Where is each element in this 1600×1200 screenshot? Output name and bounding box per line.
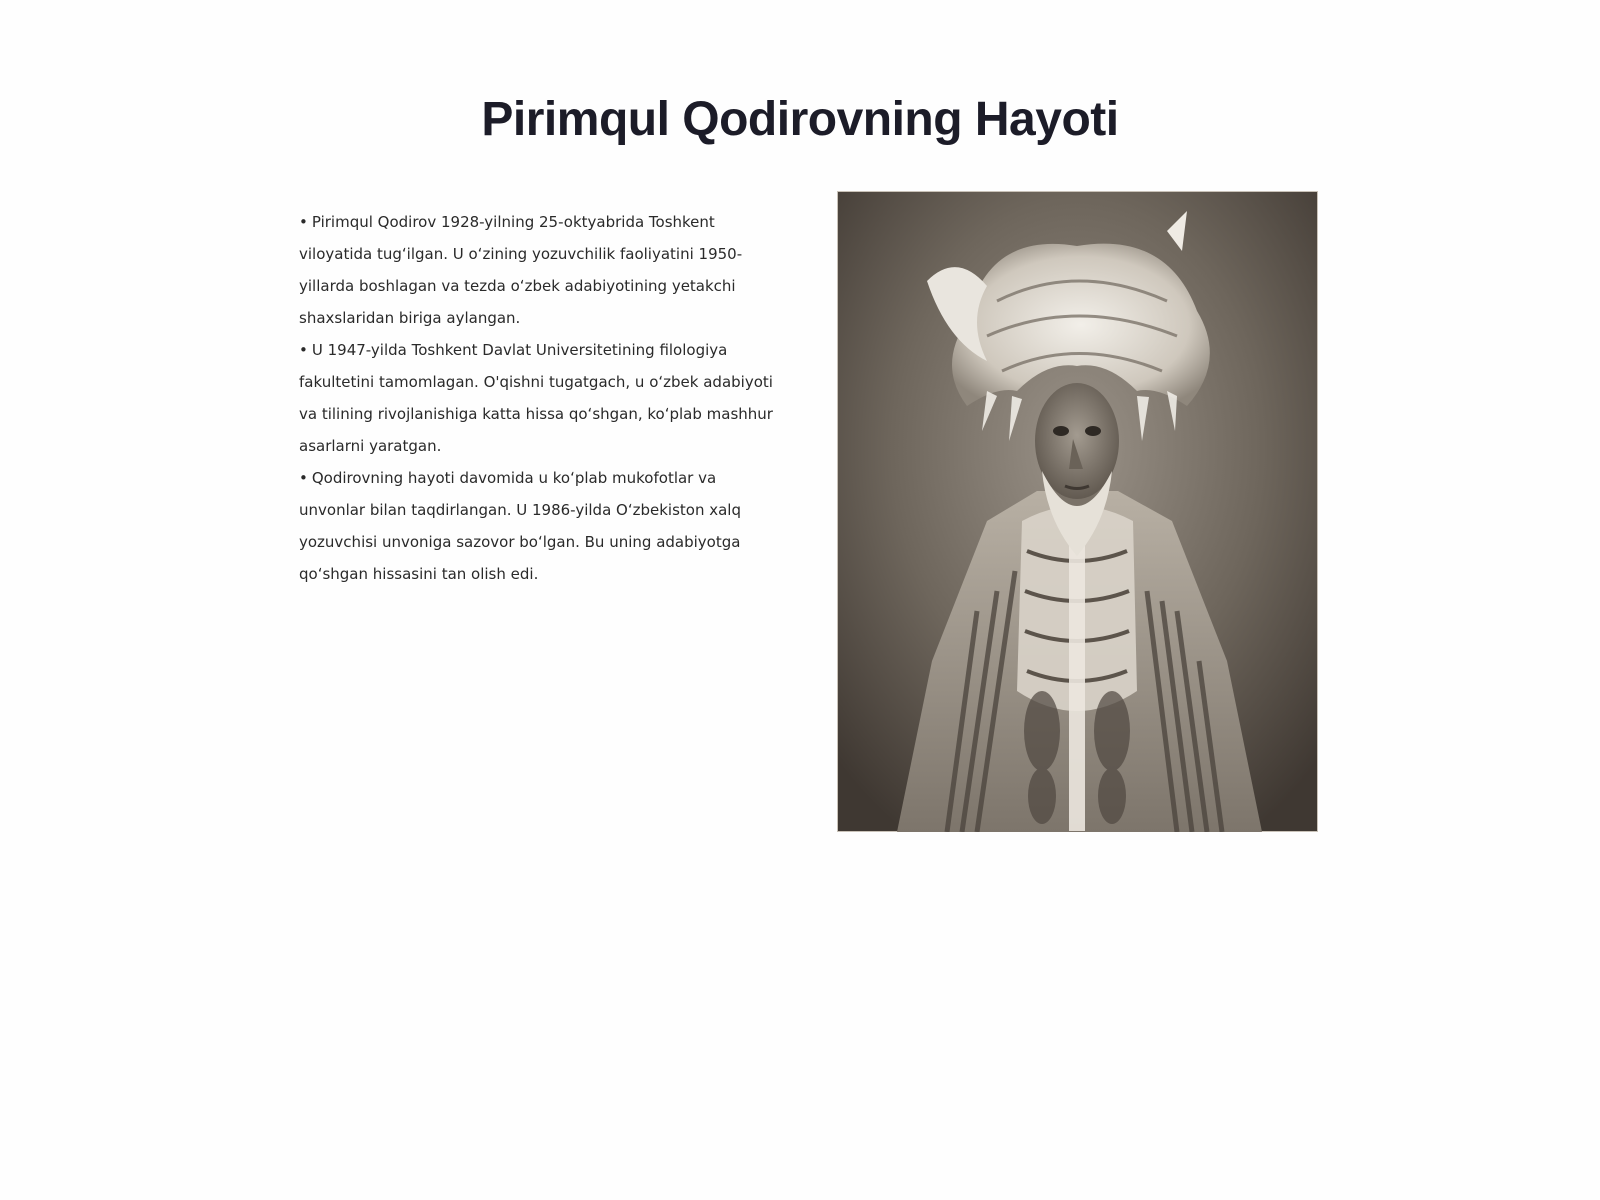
bullet-mark: • [299,213,308,231]
bullet-mark: • [299,341,308,359]
body-text [299,206,777,590]
bullet-text: Qodirovning hayoti davomida u koʻplab mukofotlar va unvonlar bilan taqdirlangan. U 1986-yilda Oʻzbekiston xalq yozuvchisi unvoniga sazovor boʻlgan. Bu uning adabiyotga qoʻshgan hissasini tan olish edi. [299,469,741,583]
bullet-item-3 [299,462,777,590]
bullet-item-2 [299,334,777,462]
bullet-item-1 [299,206,777,334]
slide-title: Pirimqul Qodirovning Hayoti [481,93,1119,146]
portrait-drawing [837,191,1318,832]
portrait-image [837,191,1318,832]
bullet-mark: • [299,469,308,487]
bullet-text: Pirimqul Qodirov 1928-yilning 25-oktyabrida Toshkent viloyatida tugʻilgan. U oʻzining yozuvchilik faoliyatini 1950-yillarda boshlagan va tezda oʻzbek adabiyotining yetakchi shaxslaridan biriga aylangan. [299,213,743,327]
bullet-text: U 1947-yilda Toshkent Davlat Universitetining filologiya fakultetini tamomlagan. O'qishni tugatgach, u oʻzbek adabiyoti va tilining rivojlanishiga katta hissa qoʻshgan, koʻplab mashhur asarlarni yaratgan. [299,341,773,455]
